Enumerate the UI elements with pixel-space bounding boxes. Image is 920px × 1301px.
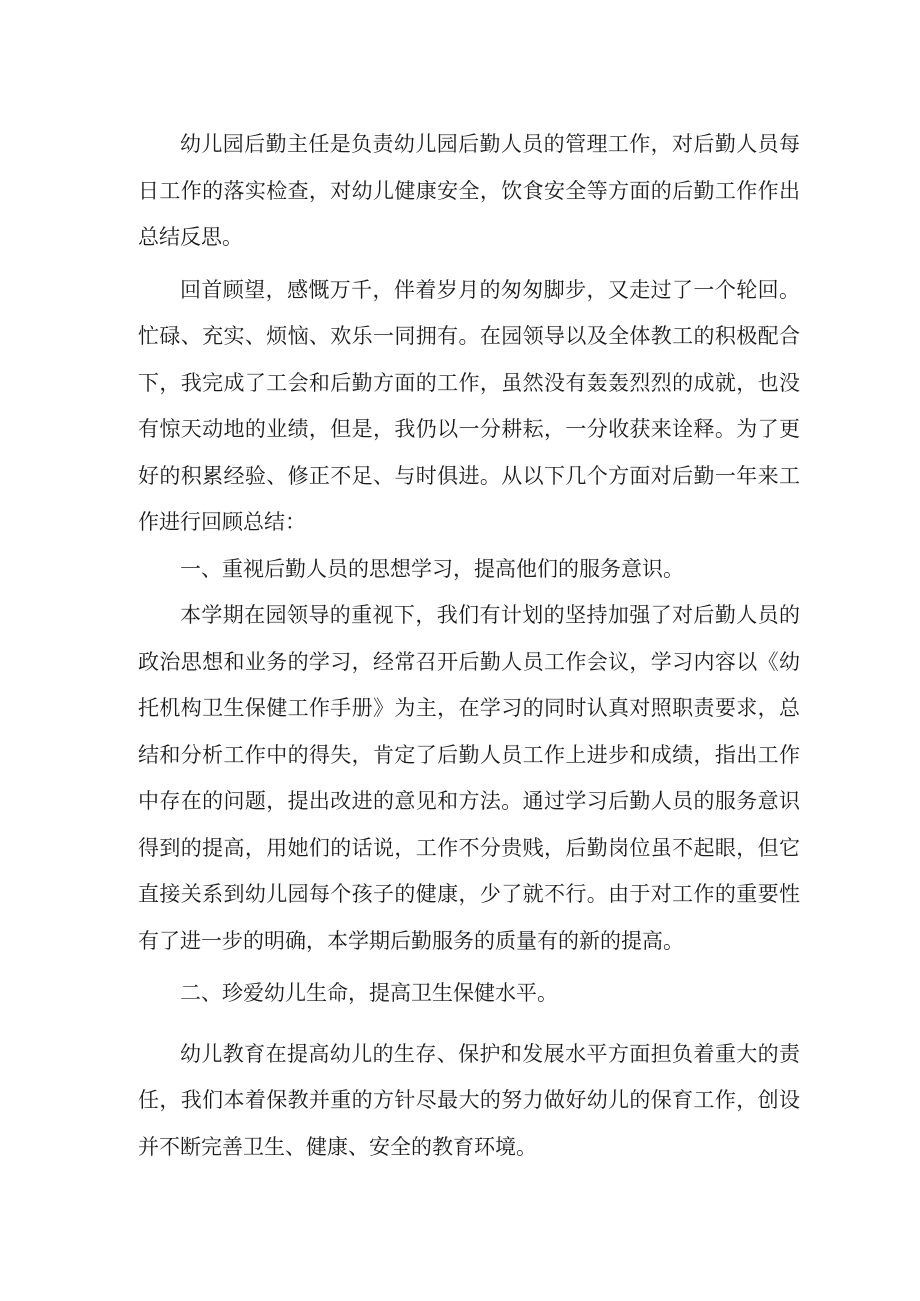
paragraph-study: 本学期在园领导的重视下，我们有计划的坚持加强了对后勤人员的政治思想和业务的学习，经常召开后勤人员工作会议，学习内容以《幼托机构卫生保健工作手册》为主，在学习的同时认真对照职责要求，总结和分析工作中的得失，肯定了后勤人员工作上进步和成绩，指出工作中存在的问题，提出改进的意见和方法。通过学习后勤人员的服务意识得到的提高，用她们的话说，工作不分贵贱，后勤岗位虽不起眼，但它直接关系到幼儿园每个孩子的健康，少了就不行。由于对工作的重要性有了进一步的明确，本学期后勤服务的质量有的新的提高。 [138,603,800,953]
section-heading-2: 二、珍爱幼儿生命，提高卫生保健水平。 [180,981,558,1005]
paragraph-health: 幼儿教育在提高幼儿的生存、保护和发展水平方面担负着重大的责任，我们本着保教并重的方针尽最大的努力做好幼儿的保育工作，创设并不断完善卫生、健康、安全的教育环境。 [138,1041,800,1159]
paragraph-review: 回首顾望，感慨万千，伴着岁月的匆匆脚步，又走过了一个轮回。忙碌、充实、烦恼、欢乐一同拥有。在园领导以及全体教工的积极配合下，我完成了工会和后勤方面的工作，虽然没有轰轰烈烈的成就，也没有惊天动地的业绩，但是，我仍以一分耕耘，一分收获来诠释。为了更好的积累经验、修正不足、与时俱进。从以下几个方面对后勤一年来工作进行回顾总结： [138,277,800,534]
paragraph-intro: 幼儿园后勤主任是负责幼儿园后勤人员的管理工作，对后勤人员每日工作的落实检查，对幼儿健康安全，饮食安全等方面的后勤工作作出总结反思。 [138,132,800,249]
section-heading-1: 一、重视后勤人员的思想学习，提高他们的服务意识。 [180,556,684,581]
